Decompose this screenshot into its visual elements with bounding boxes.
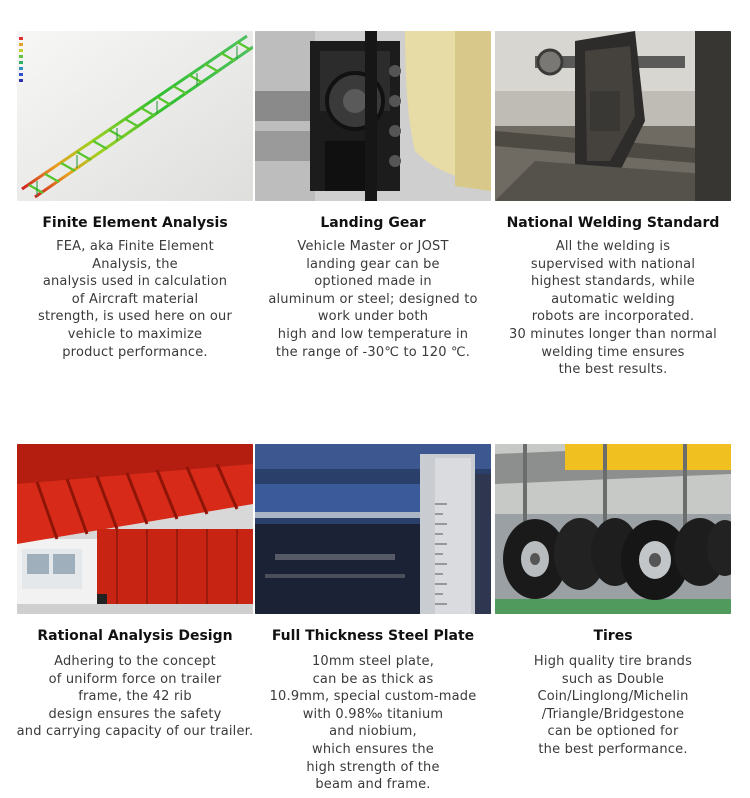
feature-description: Vehicle Master or JOST landing gear can be optioned made in aluminum or steel; designed to work under both high and low temperature in the range of -30℃ to 120 ℃. xyxy=(268,239,478,360)
fea-simulation-image xyxy=(17,31,253,201)
landing-gear-image xyxy=(255,31,491,201)
feature-title: Finite Element Analysis xyxy=(42,215,228,231)
feature-title: Landing Gear xyxy=(320,215,426,231)
feature-description: Adhering to the concept of uniform force on trailer frame, the 42 rib design ensures the safety and carrying capacity of our trailer. xyxy=(16,654,254,740)
trailer-frame-image xyxy=(17,444,253,614)
feature-description: 10mm steel plate, can be as thick as 10.9mm, special custom-made with 0.98‰ titanium and niobium, which ensures the high strength of the beam and frame. xyxy=(269,654,477,793)
feature-title: Rational Analysis Design xyxy=(37,628,233,644)
feature-description: All the welding is supervised with national highest standards, while automatic welding robots are incorporated. 30 minutes longer than normal welding time ensures the best results. xyxy=(509,239,717,378)
tires-image xyxy=(495,444,731,614)
feature-title: National Welding Standard xyxy=(506,215,720,231)
feature-title: Tires xyxy=(593,628,633,644)
feature-title: Full Thickness Steel Plate xyxy=(271,628,475,644)
feature-description: High quality tire brands such as Double Coin/Linglong/Michelin /Triangle/Bridgestone can be optioned for the best performance. xyxy=(533,654,693,757)
steel-plate-image xyxy=(255,444,491,614)
welding-image xyxy=(495,31,731,201)
feature-description: FEA, aka Finite Element Analysis, the analysis used in calculation of Aircraft material strength, is used here on our vehicle to maximize product performance. xyxy=(37,239,233,360)
